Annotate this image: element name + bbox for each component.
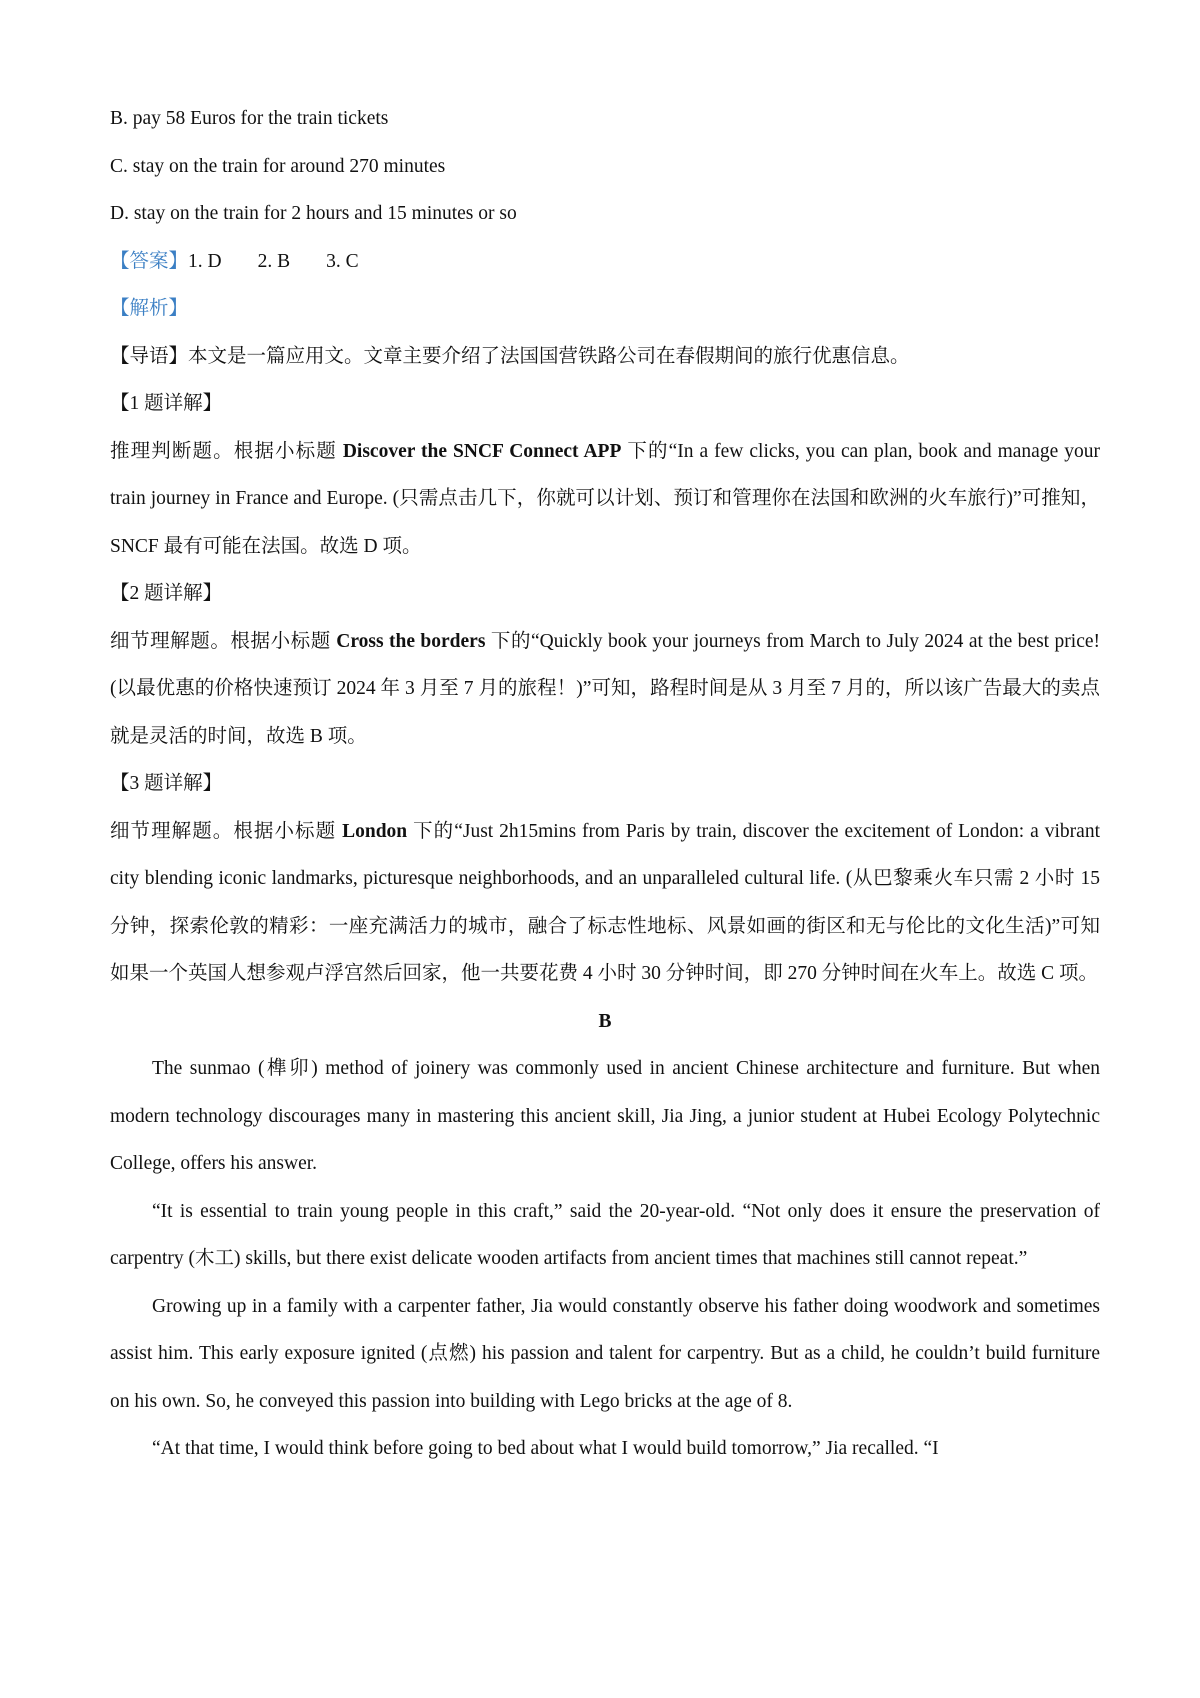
answer-2: 2. B <box>257 250 291 272</box>
option-b: B. pay 58 Euros for the train tickets <box>110 108 389 129</box>
analysis-label: 【解析】 <box>110 298 189 319</box>
section-b-heading: B <box>598 1010 612 1032</box>
q1-pre: 推理判断题。根据小标题 <box>110 440 343 462</box>
passage-paragraph-2: “It is essential to train young people in this craft,” said the 20-year-old. “Not only does it ensure the preservation of carpentry (木工) skills, but there exist delicate wooden artifacts from ancient times that machines still cannot repeat.” <box>110 1200 1100 1269</box>
answer-label: 【答案】 <box>110 250 189 272</box>
guide-line <box>110 333 1100 381</box>
option-c: C. stay on the train for around 270 minutes <box>110 155 446 177</box>
answer-line <box>110 238 1100 286</box>
option-d: D. stay on the train for 2 hours and 15 minutes or so <box>110 203 517 224</box>
guide-label: 【导语】 <box>110 345 189 367</box>
q1-subtitle: Discover the SNCF Connect APP <box>342 440 622 462</box>
passage-paragraph-4: “At that time, I would think before going to bed about what I would build tomorrow,” Jia recalled. “I <box>152 1438 939 1459</box>
passage-paragraph-1: The sunmao (榫卯) method of joinery was commonly used in ancient Chinese architecture and furniture. But when modern technology discourages many in mastering this ancient skill, Jia Jing, a junior student at Hubei Ecology Polytechnic College, offers his answer. <box>110 1058 1100 1174</box>
q2-pre: 细节理解题。根据小标题 <box>110 630 337 652</box>
q3-explanation <box>110 808 1100 998</box>
q1-post: 下的“In a few clicks, you can plan, book and manage your train journey in France and Europe. (只需点击几下，你就可以计划、预订和管理你在法国和欧洲的火车旅行)”可推知，SNCF 最有可能在法国。故选 D 项。 <box>110 440 1100 557</box>
q2-subtitle: Cross the borders <box>336 630 486 652</box>
q1-explanation <box>110 428 1100 571</box>
passage-paragraph-3: Growing up in a family with a carpenter father, Jia would constantly observe his father doing woodwork and sometimes assist him. This early exposure ignited (点燃) his passion and talent for carpentry. But as a child, he couldn’t build furniture on his own. So, he conveyed this passion into building with Lego bricks at the age of 8. <box>110 1295 1100 1412</box>
guide-text: 本文是一篇应用文。文章主要介绍了法国国营铁路公司在春假期间的旅行优惠信息。 <box>188 345 910 367</box>
q3-post: 下的“Just 2h15mins from Paris by train, discover the excitement of London: a vibrant city blending iconic landmarks, picturesque neighborhoods, and an unparalleled cultural life. (从巴黎乘火车只需 2 小时 15 分钟，探索伦敦的精彩：一座充满活力的城市，融合了标志性地标、风景如画的街区和无与伦比的文化生活)”可知如果一个英国人想参观卢浮宫然后回家，他一共要花费 4 小时 30 分钟时间，即 270 分钟时间在火车上。故选 C 项。 <box>110 820 1100 984</box>
q2-explanation <box>110 618 1100 761</box>
q3-pre: 细节理解题。根据小标题 <box>110 820 343 842</box>
q3-subtitle: London <box>342 820 408 842</box>
q2-post: 下的“Quickly book your journeys from March to July 2024 at the best price! (以最优惠的价格快速预订 2024 年 3 月至 7 月的旅程！)”可知，路程时间是从 3 月至 7 月的，所以该广告最大的卖点就是灵活的时间，故选 B 项。 <box>110 630 1100 747</box>
q1-label: 【1 题详解】 <box>110 393 223 414</box>
q2-label: 【2 题详解】 <box>110 583 223 604</box>
answer-3: 3. C <box>326 250 359 272</box>
q3-label: 【3 题详解】 <box>110 773 223 794</box>
answer-1: 1. D <box>188 250 222 272</box>
